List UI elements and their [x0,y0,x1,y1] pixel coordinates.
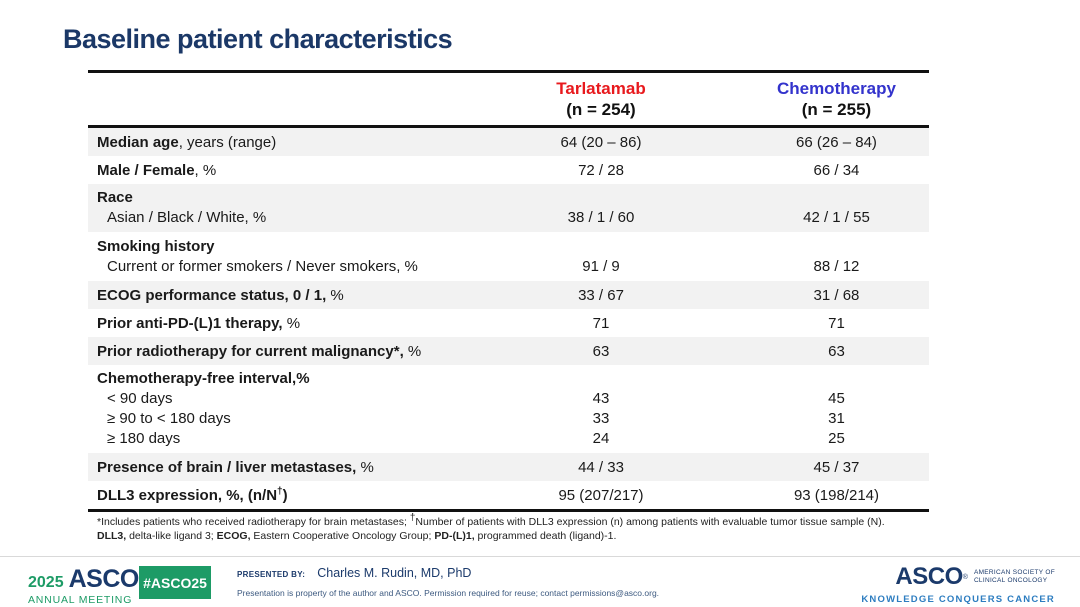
table-row-prior-anti-pdl1: Prior anti-PD-(L)1 therapy, % 71 71 [88,309,929,337]
table-row-smoking-history [88,232,929,281]
value-chemotherapy: 45 [828,390,845,407]
asco-wordmark: ASCO [895,563,963,590]
table-row-median-age: Median age, years (range) 64 (20 – 86) 66 (26 – 84) [88,128,929,156]
society-name: AMERICAN SOCIETY OF CLINICAL ONCOLOGY [973,569,1055,584]
footer-divider [0,556,1080,557]
row-sublabel: ≥ 180 days [107,430,181,447]
column-n-chemotherapy: (n = 255) [801,100,872,119]
row-label: Chemotherapy-free interval,% [97,370,310,387]
value-chemotherapy: 42 / 1 / 55 [803,209,870,226]
value-tarlatamab: 38 / 1 / 60 [567,209,635,226]
value-chemotherapy: 93 (198/214) [793,486,880,504]
value-tarlatamab: 33 [592,410,610,427]
characteristics-table [88,70,929,512]
row-sublabel: < 90 days [107,390,173,407]
table-bottom-rule [88,509,929,512]
row-label: ECOG performance status, 0 / 1, [97,286,327,304]
value-chemotherapy: 31 [828,410,845,427]
value-tarlatamab: 24 [592,430,610,447]
footnote-line-1: *Includes patients who received radiotherapy for brain metastases; †Number of patients with DLL3 expression (n) among patients with evaluable tumor tissue sample (N). [97,512,885,528]
presented-by-label: PRESENTED BY: [237,570,306,579]
value-tarlatamab: 64 (20 – 86) [560,133,642,151]
value-tarlatamab: 43 [592,390,610,407]
hashtag-badge: #ASCO25 [139,566,211,599]
value-tarlatamab: 95 (207/217) [558,486,644,504]
value-tarlatamab: 33 / 67 [578,286,624,304]
value-tarlatamab: 91 / 9 [582,258,620,275]
registered-mark: ® [962,573,968,581]
row-label: Median age [97,133,179,151]
page-title: Baseline patient characteristics [63,24,453,54]
value-chemotherapy: 45 / 37 [813,458,860,476]
asco-society-logo [861,563,1055,605]
row-label: DLL3 expression, %, (n/N [97,486,278,504]
table-row-male-female: Male / Female, % 72 / 28 66 / 34 [88,156,929,184]
table-row-prior-radiotherapy: Prior radiotherapy for current malignancy*, % 63 63 [88,337,929,365]
row-sublabel: Current or former smokers / Never smokers, % [107,258,418,275]
row-label: Prior anti-PD-(L)1 therapy, [97,314,283,332]
asco-annual-meeting-logo [28,565,145,606]
table-row-dll3-expression: DLL3 expression, %, (n/N†) 95 (207/217) 93 (198/214) [88,481,929,509]
presented-by-block [237,566,659,598]
value-tarlatamab: 63 [592,342,610,360]
footnote-line-2: DLL3, delta-like ligand 3; ECOG, Eastern Cooperative Oncology Group; PD-(L)1, programmed death (ligand)-1. [97,529,617,542]
column-header-chemotherapy: Chemotherapy [776,79,896,98]
value-chemotherapy: 71 [828,314,845,332]
asco-wordmark: ASCO [68,565,139,593]
logo-year: 2025 [28,574,64,591]
permission-text: Presentation is property of the author and ASCO. Permission required for reuse; contact permissions@asco.org. [237,588,660,598]
logo-meeting-label: ANNUAL MEETING [28,594,133,606]
row-label: Presence of brain / liver metastases, [97,458,357,476]
value-chemotherapy: 31 / 68 [813,286,860,304]
footnotes [97,512,885,543]
table-row-ecog-status: ECOG performance status, 0 / 1, % 33 / 67 31 / 68 [88,281,929,309]
table-row-race [88,184,929,232]
column-header-tarlatamab: Tarlatamab [556,79,646,98]
table-header-row [88,73,929,125]
value-tarlatamab: 72 / 28 [578,161,624,179]
column-n-tarlatamab: (n = 254) [566,100,636,119]
value-chemotherapy: 25 [828,430,845,447]
table-row-chemo-free-interval [88,365,929,453]
value-chemotherapy: 88 / 12 [813,258,860,275]
row-label: Male / Female [97,161,195,179]
row-label: Race [97,189,133,206]
value-tarlatamab: 44 / 33 [578,458,624,476]
row-sublabel: ≥ 90 to < 180 days [107,410,231,427]
row-label: Prior radiotherapy for current malignancy*, [97,342,404,360]
value-chemotherapy: 63 [828,342,845,360]
value-chemotherapy: 66 (26 – 84) [796,133,877,151]
row-label: Smoking history [97,238,215,255]
presenter-name: Charles M. Rudin, MD, PhD [317,566,472,580]
row-sublabel: Asian / Black / White, % [107,209,267,226]
value-tarlatamab: 71 [592,314,610,332]
value-chemotherapy: 66 / 34 [813,161,860,179]
table-row-brain-liver-metastases: Presence of brain / liver metastases, % 44 / 33 45 / 37 [88,453,929,481]
asco-tagline: KNOWLEDGE CONQUERS CANCER [861,594,1055,605]
